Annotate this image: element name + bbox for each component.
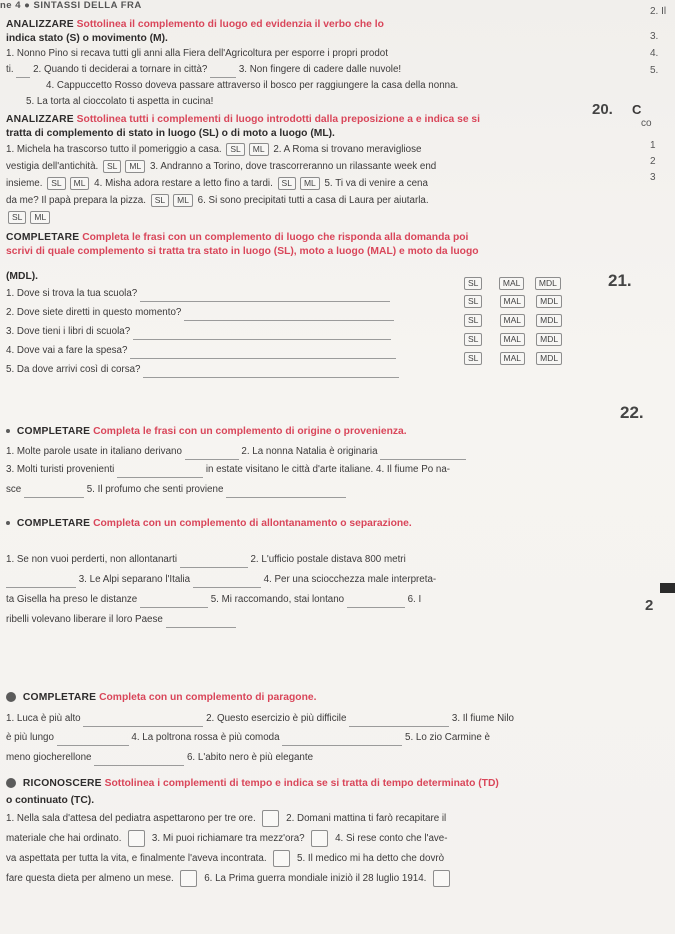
sentence: 5. Ti va di venire a cena xyxy=(324,178,428,189)
answer-blank[interactable] xyxy=(94,753,184,766)
answer-box[interactable] xyxy=(433,870,450,887)
answer-blank[interactable] xyxy=(282,733,402,746)
answer-blank[interactable] xyxy=(133,327,391,340)
answer-blank[interactable] xyxy=(184,308,394,321)
sentence: 3. Il fiume Nilo xyxy=(451,713,514,724)
ml-tag[interactable]: ML xyxy=(300,177,320,190)
sl-tag[interactable]: SL xyxy=(151,194,169,207)
exercise-keyword: ANALIZZARE xyxy=(6,19,74,30)
answer-blank[interactable] xyxy=(130,346,396,359)
sentence: 5. La torta al cioccolato ti aspetta in cucina! xyxy=(26,96,214,107)
sentence: 6. L'abito nero è più elegante xyxy=(186,752,314,763)
exercise-instruction: Sottolinea i complementi di tempo e indica se si tratta di tempo determinato (TD) xyxy=(104,778,499,789)
answer-blank[interactable] xyxy=(193,575,261,588)
sentence: 2. L'ufficio postale distava 800 metri xyxy=(250,554,406,565)
exercise-instruction: Completa con un complemento di paragone. xyxy=(99,692,317,703)
sentence: 1. Molte parole usate in italiano derivano xyxy=(6,446,182,457)
sentence: 2. Questo esercizio è più difficile xyxy=(206,713,347,724)
mal-tag[interactable]: MAL xyxy=(500,314,525,327)
exercise-instruction-cont: o continuato (TC). xyxy=(6,795,95,806)
exercise-instruction-cont: tratta di complemento di stato in luogo (SL) o di moto a luogo (ML). xyxy=(6,128,335,139)
answer-blank[interactable] xyxy=(210,65,236,78)
answer-blank[interactable] xyxy=(140,595,208,608)
sentence: da me? Il papà prepara la pizza. xyxy=(6,195,146,206)
question: 1. Dove si trova la tua scuola? xyxy=(6,288,138,299)
side-text: 3 xyxy=(650,172,656,183)
sl-tag[interactable]: SL xyxy=(464,314,482,327)
answer-blank[interactable] xyxy=(24,485,84,498)
answer-box[interactable] xyxy=(311,830,328,847)
bullet-marker xyxy=(6,521,10,525)
sentence: 4. Misha adora restare a letto fino a tardi. xyxy=(94,178,273,189)
answer-blank[interactable] xyxy=(380,447,466,460)
sentence: va aspettata per tutta la vita, e finalmente l'aveva incontrata. xyxy=(6,853,267,865)
mdl-tag[interactable]: MDL xyxy=(536,333,562,346)
exercise-keyword: COMPLETARE xyxy=(22,692,97,703)
side-exercise-number: 20. xyxy=(592,101,613,118)
exercise-keyword: COMPLETARE xyxy=(16,426,91,437)
sl-tag[interactable]: SL xyxy=(226,143,244,156)
sentence: 5. Il medico mi ha detto che dovrò xyxy=(297,853,445,865)
sentence: 1. Nonno Pino si recava tutti gli anni alla Fiera dell'Agricoltura per esporre i propri prodot xyxy=(6,48,388,59)
exercise-keyword: COMPLETARE xyxy=(16,518,91,529)
sentence: 3. Le Alpi separano l'Italia xyxy=(78,574,191,585)
answer-box[interactable] xyxy=(128,830,145,847)
sentence: 2. Quando ti deciderai a tornare in città? xyxy=(33,64,208,75)
right-margin-item: 4. xyxy=(650,48,659,59)
sentence: 1. Se non vuoi perderti, non allontanarti xyxy=(6,554,178,565)
answer-blank[interactable] xyxy=(349,714,449,727)
exercise-keyword: ANALIZZARE xyxy=(6,114,74,125)
sentence: vestigia dell'antichità. xyxy=(6,161,99,172)
exercise-keyword: COMPLETARE xyxy=(6,232,80,243)
answer-box[interactable] xyxy=(273,850,290,867)
sentence: 3. Andranno a Torino, dove trascorreranno un rilassante week end xyxy=(149,161,437,172)
answer-blank[interactable] xyxy=(83,714,203,727)
exercise-instruction: Sottolinea il complemento di luogo ed evidenzia il verbo che lo xyxy=(76,19,384,30)
answer-blank[interactable] xyxy=(166,615,236,628)
mal-tag[interactable]: MAL xyxy=(500,295,525,308)
sl-tag[interactable]: SL xyxy=(8,211,26,224)
sentence: 3. Mi puoi richiamare tra mezz'ora? xyxy=(151,833,305,845)
sentence: 4. Cappuccetto Rosso doveva passare attraverso il bosco per raggiungere la casa della nonna. xyxy=(46,80,459,91)
answer-blank[interactable] xyxy=(16,65,30,78)
ml-tag[interactable]: ML xyxy=(173,194,193,207)
answer-blank[interactable] xyxy=(180,555,248,568)
sl-tag[interactable]: SL xyxy=(103,160,121,173)
mdl-tag[interactable]: MDL xyxy=(536,352,562,365)
answer-blank[interactable] xyxy=(57,733,129,746)
sentence: 1. Michela ha trascorso tutto il pomeriggio a casa. xyxy=(6,144,222,155)
side-text: 1 xyxy=(650,140,656,151)
answer-box[interactable] xyxy=(262,810,279,827)
side-text: co xyxy=(641,118,652,129)
sentence: 5. Mi raccomando, stai lontano xyxy=(210,594,345,605)
sentence: fare questa dieta per almeno un mese. xyxy=(6,873,174,885)
exercise-instruction: Completa con un complemento di allontanamento o separazione. xyxy=(93,518,412,529)
mdl-tag[interactable]: MDL xyxy=(536,295,562,308)
exercise-number: 21. xyxy=(608,271,632,290)
sentence: 4. Si rese conto che l'ave- xyxy=(335,833,448,845)
sentence: materiale che hai ordinato. xyxy=(6,833,122,845)
sentence: 5. Il profumo che senti proviene xyxy=(86,484,224,495)
sentence: meno giocherellone xyxy=(6,752,92,763)
sl-tag[interactable]: SL xyxy=(47,177,65,190)
right-margin-item: 2. Il xyxy=(650,6,667,17)
sentence: 2. A Roma si trovano meravigliose xyxy=(273,144,422,155)
sentence: è più lungo xyxy=(6,732,54,743)
right-margin-item: 5. xyxy=(650,65,659,76)
sentence: 4. La poltrona rossa è più comoda xyxy=(131,732,280,743)
sentence-fragment: ti. xyxy=(6,64,14,75)
sentence: 1. Luca è più alto xyxy=(6,713,81,724)
answer-box[interactable] xyxy=(180,870,197,887)
sl-tag[interactable]: SL xyxy=(464,277,482,290)
question: 2. Dove siete diretti in questo momento? xyxy=(6,307,182,318)
ml-tag[interactable]: ML xyxy=(30,211,50,224)
answer-blank[interactable] xyxy=(6,575,76,588)
sl-tag[interactable]: SL xyxy=(464,295,482,308)
sentence: 3. Non fingere di cadere dalle nuvole! xyxy=(238,64,402,75)
sentence: 5. Lo zio Carmine è xyxy=(405,732,490,743)
dark-margin-tab xyxy=(660,583,675,593)
mdl-tag[interactable]: MDL xyxy=(536,314,562,327)
sentence: ribelli volevano liberare il loro Paese xyxy=(6,614,163,625)
side-exercise-fragment: 2 xyxy=(645,597,654,614)
answer-blank[interactable] xyxy=(347,595,405,608)
mal-tag[interactable]: MAL xyxy=(499,277,524,290)
sl-tag[interactable]: SL xyxy=(278,177,296,190)
ml-tag[interactable]: ML xyxy=(249,143,269,156)
sentence: 2. Domani mattina ti farò recapitare il xyxy=(286,813,447,825)
answer-blank[interactable] xyxy=(117,465,203,478)
right-margin-item: 3. xyxy=(650,31,659,42)
exercise-instruction-cont: (MDL). xyxy=(6,271,39,282)
sentence: 1. Nella sala d'attesa del pediatra aspettarono per tre ore. xyxy=(6,813,256,825)
sl-tag[interactable]: SL xyxy=(464,333,482,346)
answer-blank[interactable] xyxy=(226,485,346,498)
answer-blank[interactable] xyxy=(185,447,239,460)
sentence: 6. La Prima guerra mondiale iniziò il 28 luglio 1914. xyxy=(204,873,427,885)
exercise-instruction: Completa le frasi con un complemento di origine o provenienza. xyxy=(93,426,407,437)
sentence: 2. La nonna Natalia è originaria xyxy=(241,446,378,457)
bullet-marker xyxy=(6,429,10,433)
mal-tag[interactable]: MAL xyxy=(500,333,525,346)
exercise-keyword: RICONOSCERE xyxy=(22,778,102,789)
exercise-instruction-cont: scrivi di quale complemento si tratta tra stato in luogo (SL), moto a luogo (MAL) e moto da luogo xyxy=(6,246,479,257)
exercise-instruction-cont: indica stato (S) o movimento (M). xyxy=(6,33,168,44)
sentence: 4. Il fiume Po na- xyxy=(376,464,451,475)
question: 3. Dove tieni i libri di scuola? xyxy=(6,326,131,337)
side-text: 2 xyxy=(650,156,656,167)
exercise-instruction: Completa le frasi con un complemento di luogo che risponda alla domanda poi xyxy=(82,232,469,243)
sentence: 6. Si sono precipitati tutti a casa di Laura per aiutarla. xyxy=(197,195,429,206)
bullet-marker xyxy=(6,778,16,788)
sentence: insieme. xyxy=(6,178,43,189)
sentence-fragment: sce xyxy=(6,484,22,495)
page-header: ne 4 ● SINTASSI DELLA FRA xyxy=(0,0,142,11)
side-letter: C xyxy=(632,102,642,117)
question: 4. Dove vai a fare la spesa? xyxy=(6,345,128,356)
mal-tag[interactable]: MAL xyxy=(500,352,525,365)
sentence: in estate visitano le città d'arte italiane. xyxy=(205,464,374,475)
ml-tag[interactable]: ML xyxy=(70,177,90,190)
sentence: 6. I xyxy=(407,594,422,605)
question: 5. Da dove arrivi così di corsa? xyxy=(6,364,141,375)
sentence: 4. Per una sciocchezza male interpreta- xyxy=(263,574,437,585)
bullet-marker xyxy=(6,692,16,702)
answer-blank[interactable] xyxy=(143,365,399,378)
sl-tag[interactable]: SL xyxy=(464,352,482,365)
mdl-tag[interactable]: MDL xyxy=(535,277,561,290)
answer-blank[interactable] xyxy=(140,289,390,302)
sentence: 3. Molti turisti provenienti xyxy=(6,464,115,475)
exercise-number: 22. xyxy=(620,403,644,422)
sentence: ta Gisella ha preso le distanze xyxy=(6,594,138,605)
ml-tag[interactable]: ML xyxy=(125,160,145,173)
exercise-instruction: Sottolinea tutti i complementi di luogo introdotti dalla preposizione a e indica se si xyxy=(76,114,480,125)
